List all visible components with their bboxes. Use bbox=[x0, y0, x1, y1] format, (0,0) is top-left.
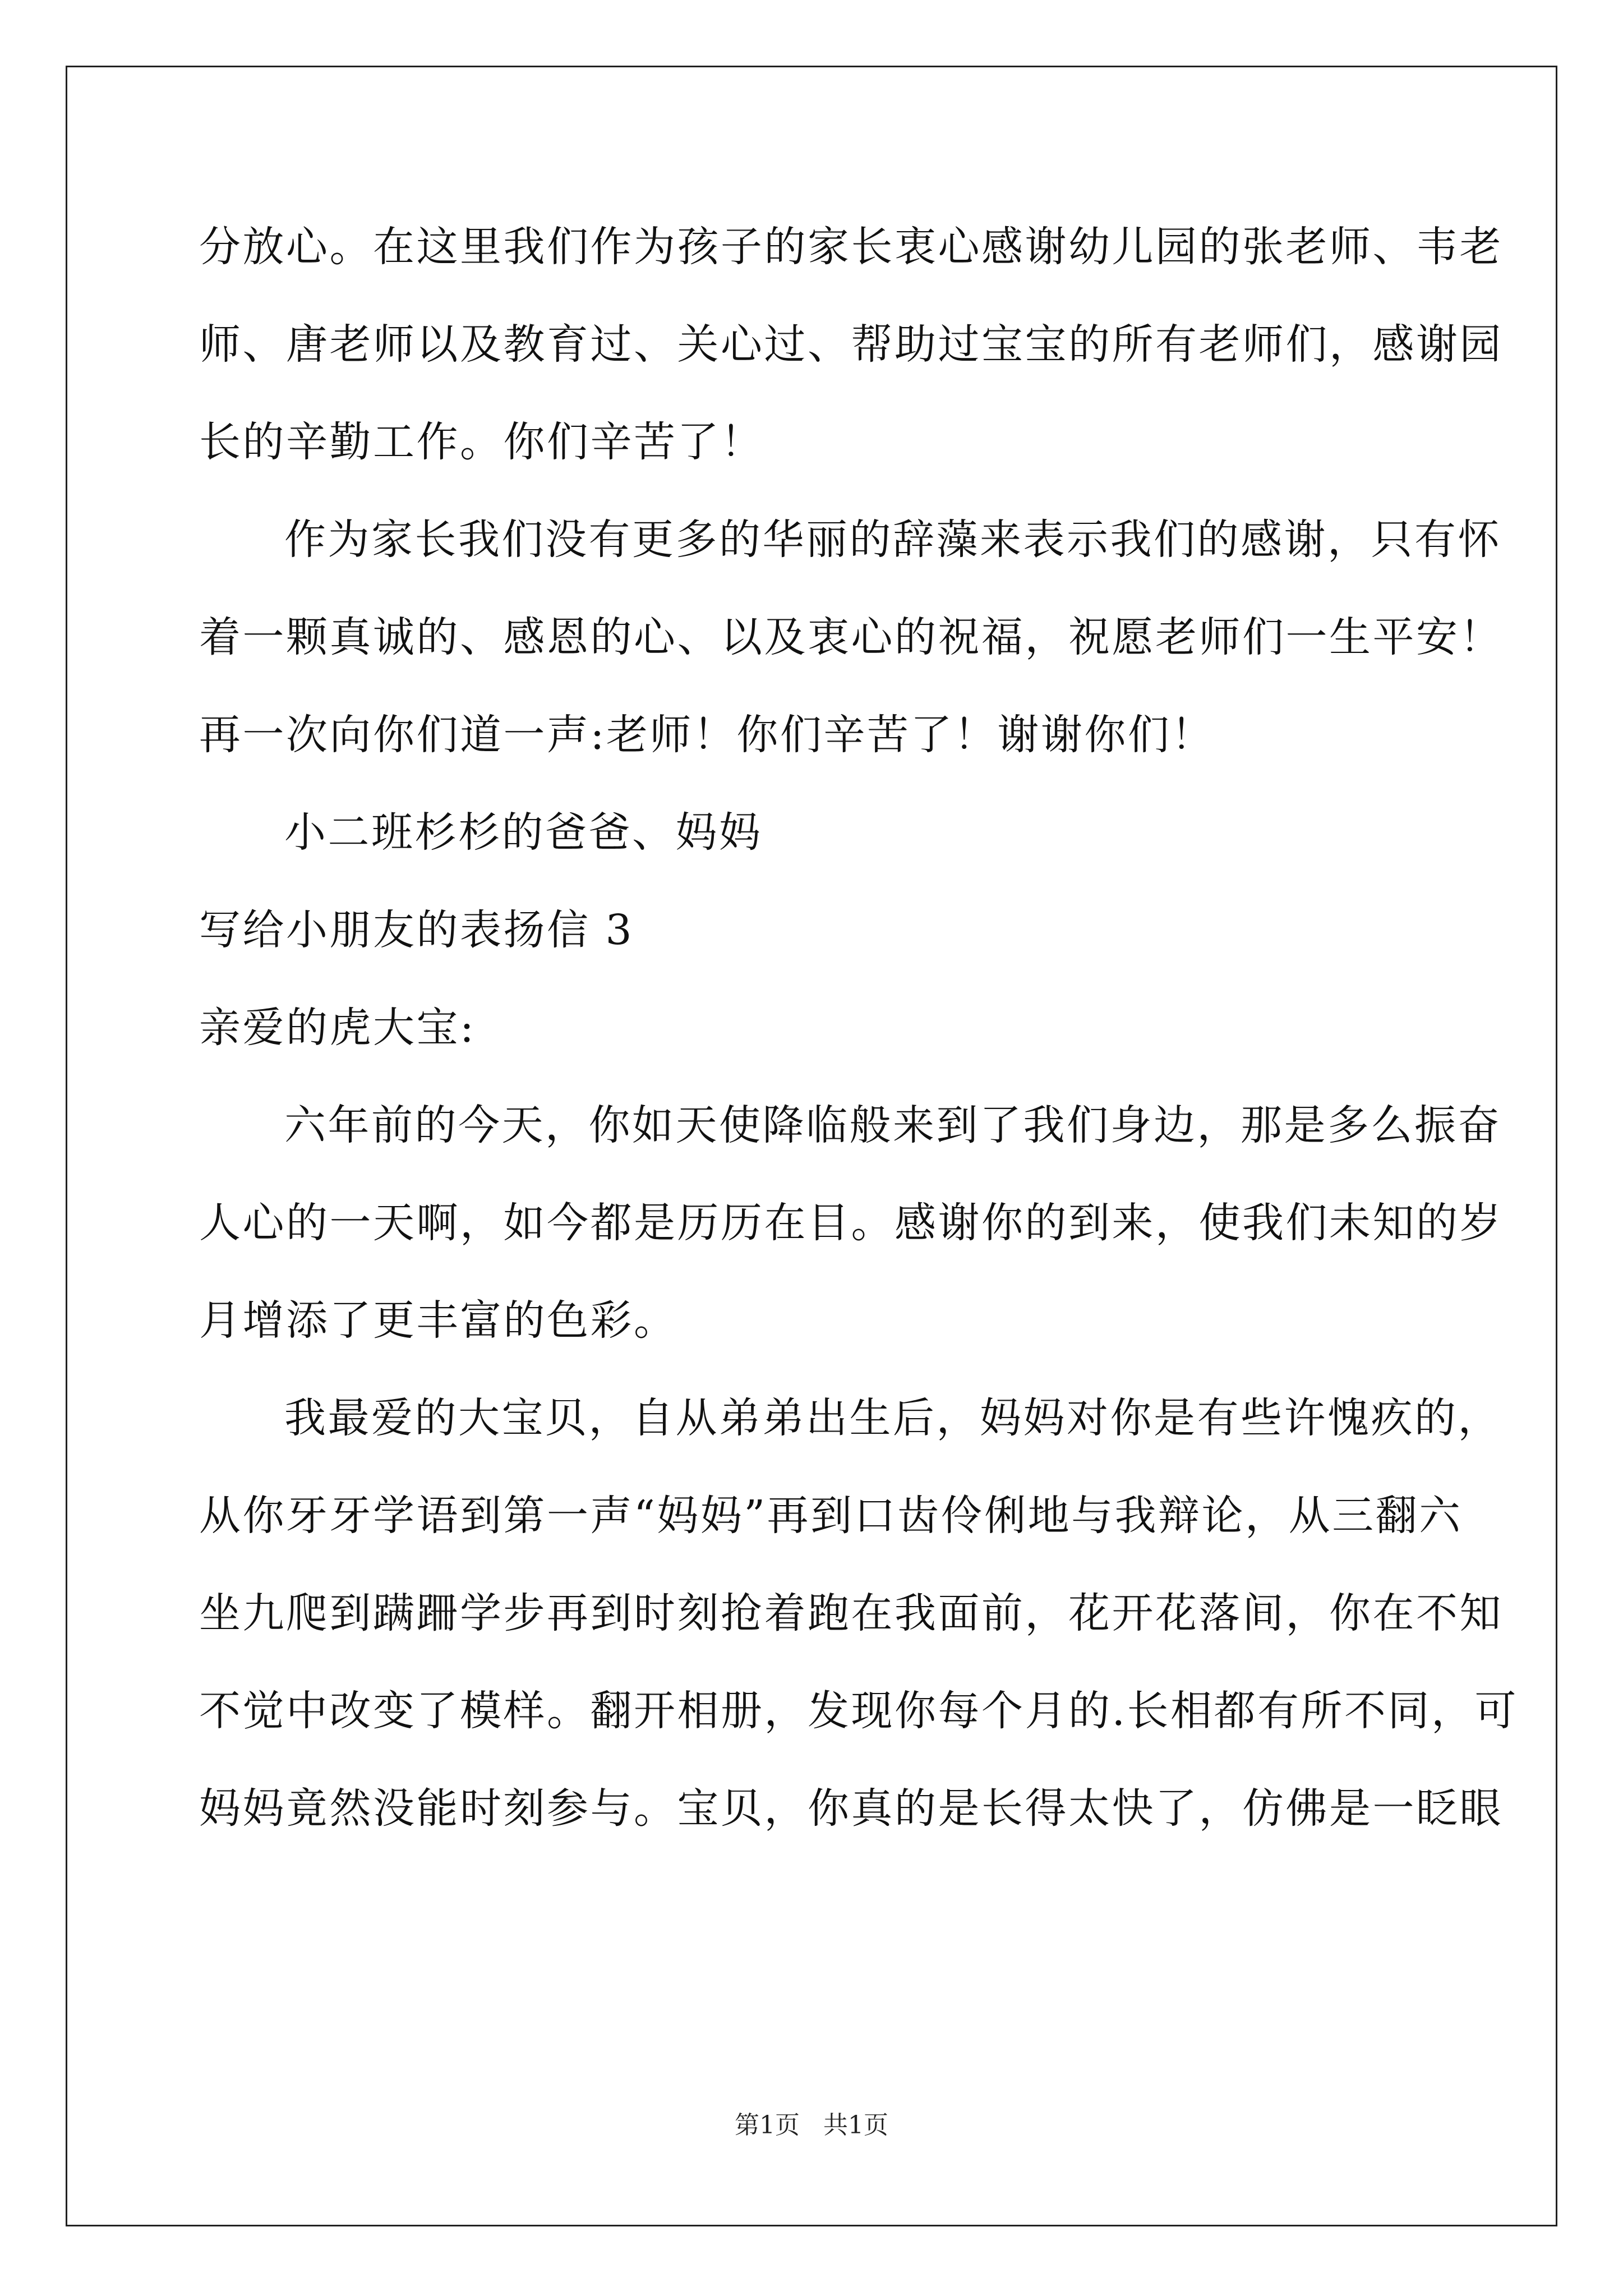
text-line: 人心的一天啊，如今都是历历在目。感谢你的到来，使我们未知的岁 bbox=[199, 1199, 1503, 1247]
text-line: 不觉中改变了模样。翻开相册，发现你每个月的.长相都有所不同，可 bbox=[199, 1687, 1519, 1735]
text-line: 六年前的今天，你如天使降临般来到了我们身边，那是多么振奋 bbox=[284, 1101, 1501, 1149]
text-line: 从你牙牙学语到第一声“妈妈”再到口齿伶俐地与我辩论，从三翻六 bbox=[199, 1492, 1463, 1540]
text-line: 作为家长我们没有更多的华丽的辞藻来表示我们的感谢，只有怀 bbox=[284, 516, 1501, 564]
text-line: 着一颗真诚的、感恩的心、以及衷心的祝福，祝愿老师们一生平安！ bbox=[199, 613, 1503, 661]
text-line: 再一次向你们道一声:老师！你们辛苦了！谢谢你们！ bbox=[199, 711, 1215, 759]
text-line: 妈妈竟然没能时刻参与。宝贝，你真的是长得太快了，仿佛是一眨眼 bbox=[199, 1784, 1503, 1833]
text-line: 坐九爬到蹒跚学步再到时刻抢着跑在我面前，花开花落间，你在不知 bbox=[199, 1589, 1503, 1637]
text-line: 师、唐老师以及教育过、关心过、帮助过宝宝的所有老师们，感谢园 bbox=[199, 320, 1503, 369]
document-body bbox=[199, 219, 1519, 1878]
text-line: 长的辛勤工作。你们辛苦了！ bbox=[199, 418, 764, 466]
signature-line: 小二班杉杉的爸爸、妈妈 bbox=[284, 808, 763, 857]
text-line: 月增添了更丰富的色彩。 bbox=[199, 1296, 677, 1345]
page-number-footer: 第1页 共1页 bbox=[735, 2111, 888, 2139]
text-line: 分放心。在这里我们作为孩子的家长衷心感谢幼儿园的张老师、韦老 bbox=[199, 223, 1503, 271]
text-line: 我最爱的大宝贝，自从弟弟出生后，妈妈对你是有些许愧疚的， bbox=[284, 1394, 1501, 1442]
salutation: 亲爱的虎大宝: bbox=[199, 1004, 476, 1052]
section-heading: 写给小朋友的表扬信 3 bbox=[199, 906, 634, 954]
